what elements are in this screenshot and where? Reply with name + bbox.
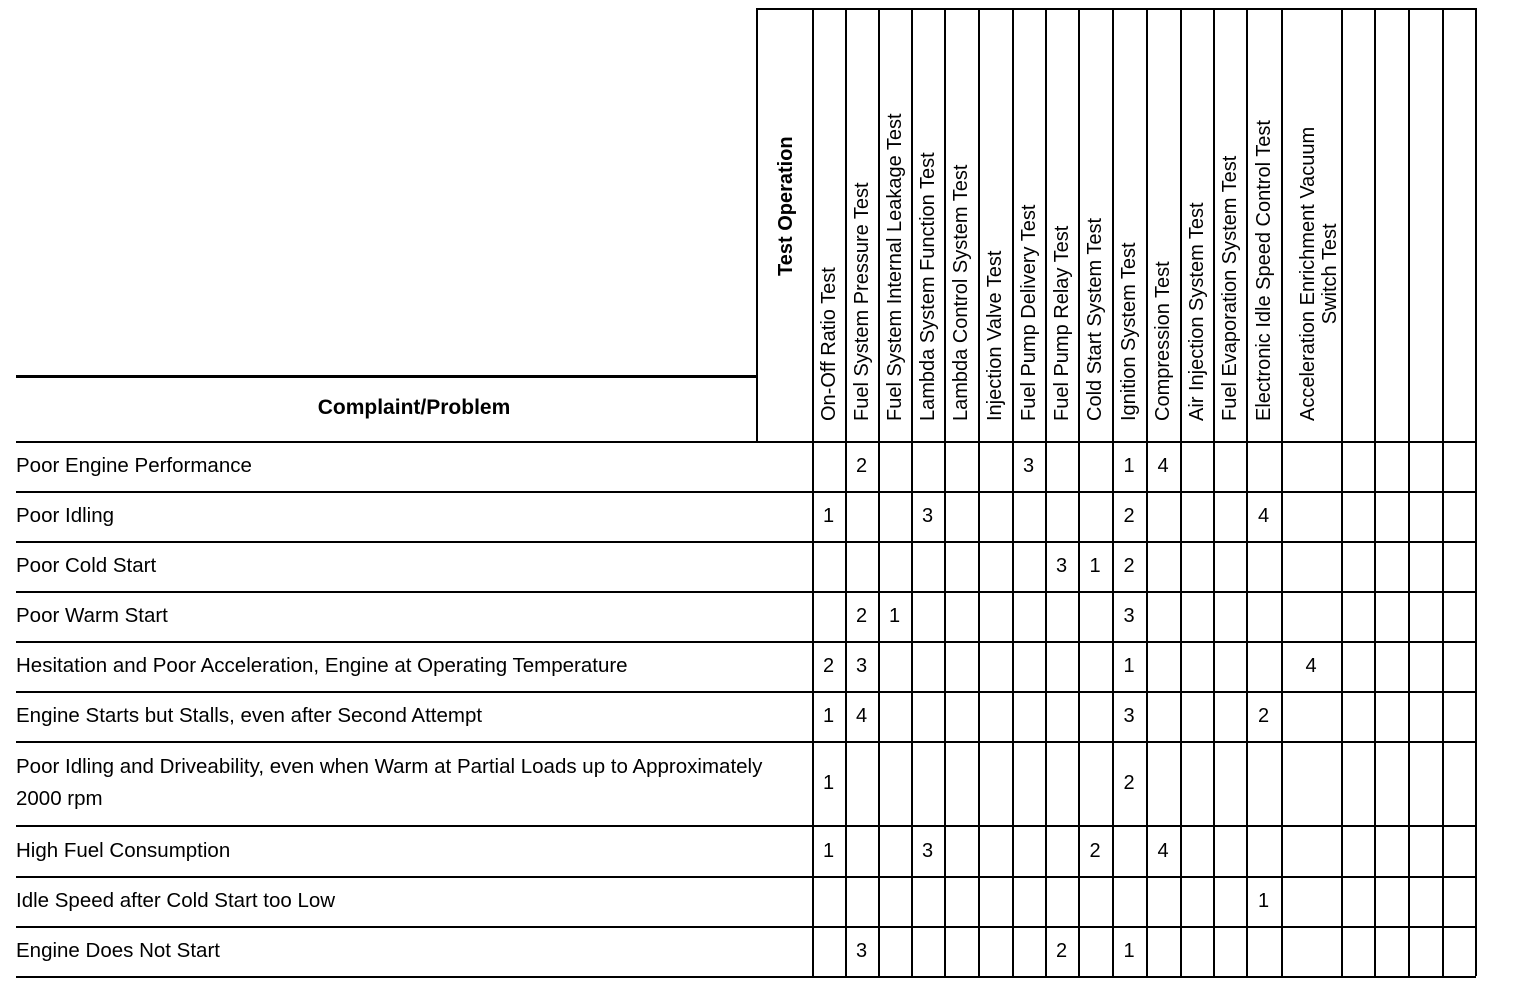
complaint-label: Poor Warm Start	[16, 604, 168, 627]
priority-cell: 1	[1123, 655, 1135, 677]
test-header: Acceleration Enrichment Vacuum Switch Test	[1297, 126, 1341, 421]
complaint-header-rule	[16, 375, 756, 378]
priority-cell: 2	[822, 655, 835, 677]
test-header: Air Injection System Test	[1185, 202, 1208, 421]
priority-cell: 2	[1055, 940, 1068, 962]
complaint-label: Idle Speed after Cold Start too Low	[16, 889, 336, 912]
priority-cell: 2	[1257, 705, 1270, 727]
priority-cell: 3	[1055, 555, 1068, 577]
priority-cell: 3	[921, 505, 934, 527]
test-header: On-Off Ratio Test	[817, 267, 840, 421]
row-rule	[16, 691, 1476, 693]
row-rule	[16, 976, 1476, 978]
complaint-label: Poor Cold Start	[16, 554, 157, 577]
priority-cell: 1	[1257, 890, 1270, 912]
test-header: Fuel Pump Delivery Test	[1017, 204, 1040, 421]
priority-cell: 1	[1123, 940, 1135, 962]
row-rule	[16, 441, 1476, 443]
row-rule	[16, 876, 1476, 878]
priority-cell: 3	[1123, 705, 1135, 727]
complaint-label: High Fuel Consumption	[16, 838, 231, 862]
priority-cell: 2	[1089, 839, 1101, 862]
priority-cell: 2	[855, 605, 868, 627]
test-header: Injection Valve Test	[984, 250, 1006, 421]
test-header: Fuel System Pressure Test	[850, 182, 873, 421]
row-rule	[16, 541, 1476, 543]
test-header: Ignition System Test	[1118, 242, 1140, 421]
priority-cell: 4	[855, 705, 868, 727]
priority-cell: 1	[822, 839, 835, 862]
priority-cell: 1	[1123, 455, 1135, 477]
test-operation-header: Test Operation	[775, 136, 797, 276]
priority-cell: 3	[855, 940, 868, 962]
test-header: Fuel System Internal Leakage Test	[883, 113, 906, 421]
priority-cell: 2	[1123, 555, 1135, 577]
test-header: Cold Start System Test	[1084, 217, 1106, 421]
priority-cell: 1	[822, 705, 835, 727]
test-header: Electronic Idle Speed Control Test	[1252, 120, 1275, 421]
priority-cell: 1	[1089, 555, 1101, 577]
complaint-label: Engine Starts but Stalls, even after Second Attempt	[16, 704, 483, 727]
priority-cell: 2	[1123, 772, 1135, 794]
row-rule	[16, 926, 1476, 928]
priority-cell: 2	[1123, 505, 1135, 527]
row-rule	[16, 591, 1476, 593]
test-header: Fuel Evaporation System Test	[1218, 155, 1241, 421]
row-rule	[16, 641, 1476, 643]
priority-cell: 3	[855, 655, 868, 677]
priority-cell: 1	[822, 772, 835, 794]
complaint-label: Hesitation and Poor Acceleration, Engine at Operating Temperature	[16, 654, 628, 677]
priority-cell: 2	[855, 455, 868, 477]
complaint-label: Poor Idling and Driveability, even when Warm at Partial Loads up to Approximately 2000 rpm	[16, 755, 763, 810]
test-header: Lambda System Function Test	[916, 152, 939, 421]
complaint-label: Poor Idling	[16, 504, 115, 527]
header-top-rule	[756, 8, 1476, 10]
test-header: Compression Test	[1152, 261, 1174, 421]
priority-cell: 3	[1022, 455, 1035, 477]
complaint-label: Engine Does Not Start	[16, 939, 220, 962]
priority-cell: 4	[1305, 655, 1317, 677]
priority-cell: 1	[822, 505, 835, 527]
row-rule	[16, 825, 1476, 827]
priority-cell: 3	[1123, 605, 1135, 627]
priority-cell: 4	[1157, 455, 1169, 477]
priority-cell: 3	[921, 839, 934, 862]
test-operation-left-rule	[756, 8, 758, 441]
priority-cell: 4	[1257, 505, 1270, 527]
complaint-problem-header: Complaint/Problem	[317, 396, 511, 419]
test-header: Lambda Control System Test	[950, 164, 972, 421]
row-rule	[16, 741, 1476, 743]
complaint-label: Poor Engine Performance	[16, 454, 252, 477]
priority-cell: 1	[888, 605, 901, 627]
test-header: Fuel Pump Relay Test	[1050, 225, 1073, 421]
priority-cell: 4	[1157, 839, 1169, 862]
row-rule	[16, 491, 1476, 493]
